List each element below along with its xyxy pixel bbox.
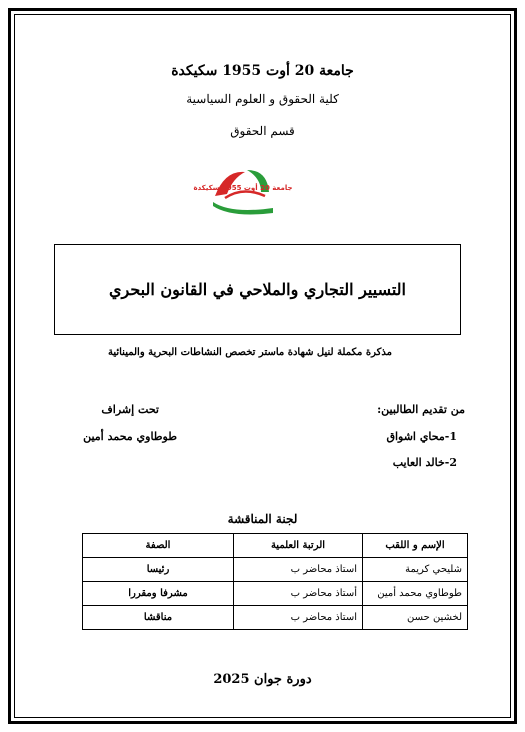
- member-name: شليحي كريمة: [363, 558, 468, 582]
- table-row: [83, 558, 468, 582]
- table-header-row: [83, 534, 468, 558]
- member-role: رئيسا: [83, 558, 234, 582]
- header-name: الإسم و اللقب: [363, 534, 468, 558]
- member-role: مشرفا ومقررا: [83, 582, 234, 606]
- committee-title: لجنة المناقشة: [227, 512, 298, 526]
- department-name: قسم الحقوق: [230, 124, 295, 138]
- session-date: دورة جوان 2025: [213, 672, 312, 687]
- supervisor-name: طوطاوي محمد أمين: [83, 430, 177, 443]
- student-1: 1-محاي اشواق: [386, 430, 457, 443]
- university-name: جامعة 20 أوت 1955 سكيكدة: [171, 63, 354, 79]
- member-name: لخشين حسن: [363, 606, 468, 630]
- header-role: الصفة: [83, 534, 234, 558]
- member-role: مناقشا: [83, 606, 234, 630]
- memoir-description: مذكرة مكملة لنيل شهادة ماستر تخصص النشاطات البحرية والمينائية: [107, 347, 393, 358]
- member-name: طوطاوي محمد أمين: [363, 582, 468, 606]
- member-rank: أستاذ محاضر ب: [234, 582, 363, 606]
- university-logo: [193, 164, 293, 214]
- member-rank: استاذ محاضر ب: [234, 558, 363, 582]
- member-rank: استاذ محاضر ب: [234, 606, 363, 630]
- title-box: [54, 244, 461, 335]
- students-label: من تقديم الطالبين:: [377, 403, 465, 416]
- table-row: [83, 606, 468, 630]
- faculty-name: كلية الحقوق و العلوم السياسية: [186, 92, 339, 106]
- committee-table: [82, 533, 468, 630]
- supervision-label: تحت إشراف: [101, 403, 159, 416]
- table-row: [83, 582, 468, 606]
- student-2: 2-خالد العايب: [392, 456, 457, 469]
- header-rank: الرتبة العلمية: [234, 534, 363, 558]
- thesis-title: التسيير التجاري والملاحي في القانون البحري: [109, 280, 406, 299]
- logo-text: جامعة 20 أوت 1955 سكيكدة: [193, 184, 293, 192]
